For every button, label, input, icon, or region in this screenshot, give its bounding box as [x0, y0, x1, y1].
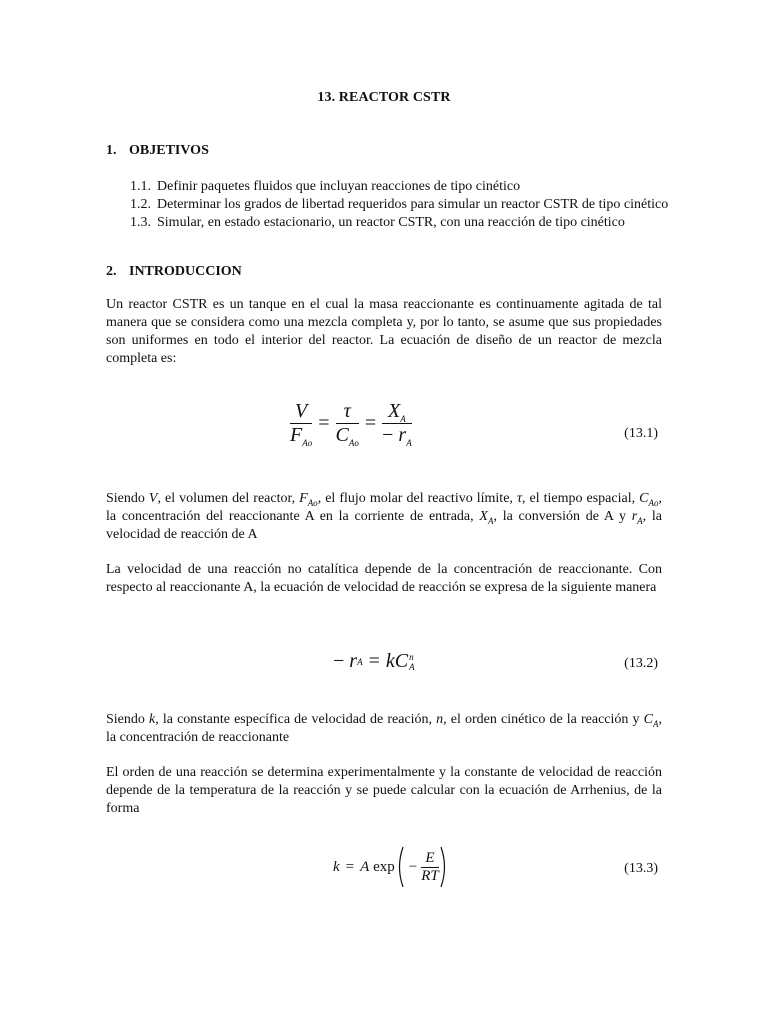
fraction-xa-over-minus-ra: $\frac{X_A}{- r_A}$ — [382, 400, 412, 448]
equation-number: (13.3) — [624, 861, 658, 876]
paragraph-definitions-2: Siendo k, la constante específica de velocidad de reación, n, el orden cinético de la reacción y $C_A$, la concentración de reaccionante — [106, 712, 662, 745]
right-paren — [439, 846, 449, 888]
paragraph-arrhenius: El orden de una reacción se determina experimentalmente y la constante de velocidad de reacción depende de la temperatura de la reacción y se puede calcular con la ecuación de Arrhenius, de la forma — [106, 765, 662, 816]
equation-number: (13.2) — [624, 656, 658, 671]
fraction-e-over-rt: $\frac{E}{RT}$ — [421, 849, 439, 884]
paragraph-definitions-1: Siendo V, el volumen del reactor, $F_{Ao}$, el flujo molar del reactivo límite, τ, el tiempo espacial, $C_{Ao}$, la concentración del reaccionante A en la corriente de entrada, $X_A$, la conversión de A y $r_A$, la velocidad de reacción de A — [106, 491, 662, 542]
paragraph-intro: Un reactor CSTR es un tanque en el cual la masa reaccionante es continuamente agitada de tal manera que se considera como una mezcla completa y, por lo tanto, se asume que sus propiedades son uniformes en todo el interior del reactor. La ecuación de diseño de un reactor de mezcla completa es: — [106, 297, 662, 366]
paragraph-rate: La velocidad de una reacción no catalítica depende de la concentración de reaccionante. Con respecto al reaccionante A, la ecuación de velocidad de reacción se expresa de la siguiente manera — [106, 562, 662, 595]
section-heading-objetivos: 1. OBJETIVOS — [106, 143, 209, 158]
fraction-tau-over-cao: $\frac{\tau}{C_{Ao}}$ — [335, 400, 359, 448]
fraction-v-over-fao: $\frac{V}{F_{Ao}}$ — [290, 400, 313, 448]
equation-13-3: k = A exp − $\frac{E}{RT}$ — [333, 846, 449, 888]
equation-13-1: $\frac{V}{F_{Ao}}$ = $\frac{\tau}{C_{Ao}}$ = $\frac{X_A}{- r_A}$ — [290, 400, 412, 448]
page-title: 13. REACTOR CSTR — [317, 90, 451, 105]
section-heading-introduccion: 2. INTRODUCCION — [106, 264, 242, 279]
equation-13-2: − r A = k C n A — [333, 650, 415, 672]
left-paren — [395, 846, 405, 888]
equation-number: (13.1) — [624, 426, 658, 441]
objectives-list — [130, 178, 670, 232]
list-item: 1.3. Simular, en estado estacionario, un reactor CSTR, con una reacción de tipo cinético — [130, 215, 625, 230]
list-item: 1.2. Determinar los grados de libertad requeridos para simular un reactor CSTR de tipo cinético — [130, 197, 669, 212]
list-item: 1.1. Definir paquetes fluidos que incluyan reacciones de tipo cinético — [130, 179, 521, 194]
